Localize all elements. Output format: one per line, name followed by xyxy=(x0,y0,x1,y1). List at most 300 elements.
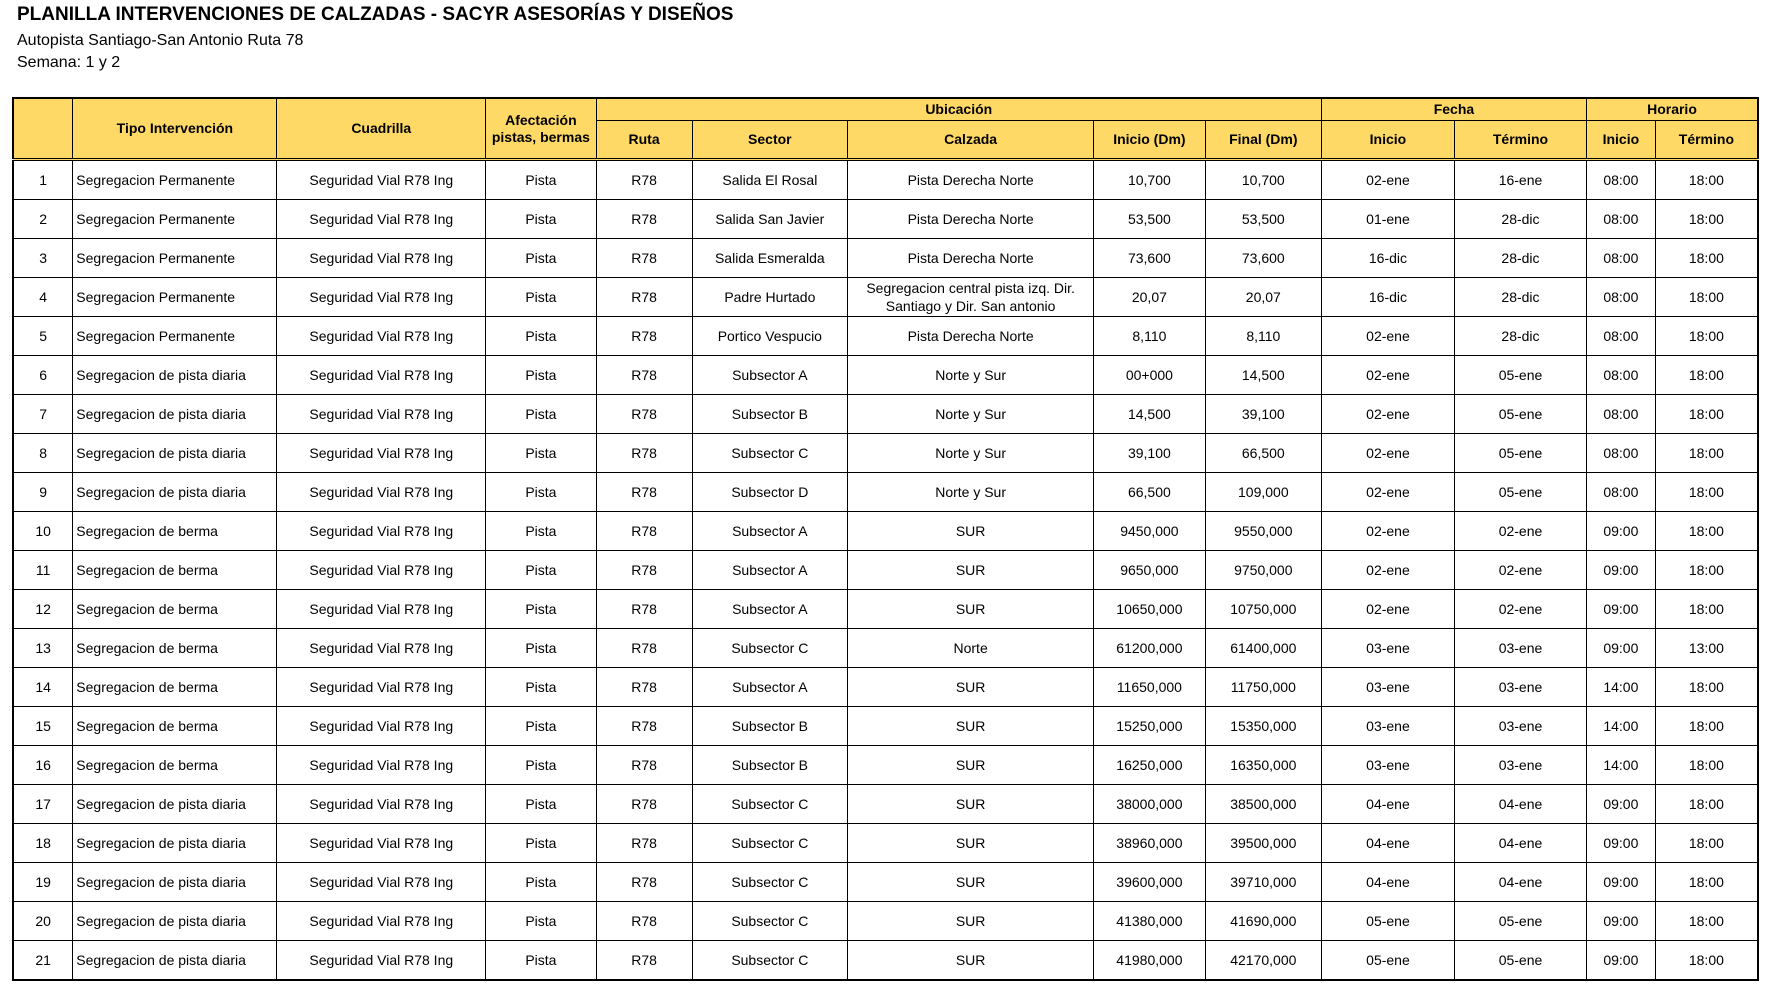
cell-ruta: R78 xyxy=(596,200,692,239)
cell-hora-termino: 18:00 xyxy=(1655,317,1758,356)
cell-afectacion: Pista xyxy=(486,356,597,395)
cell-ruta: R78 xyxy=(596,278,692,317)
header-hora-inicio: Inicio xyxy=(1586,121,1655,160)
cell-afectacion: Pista xyxy=(486,863,597,902)
cell-fecha-termino: 16-ene xyxy=(1455,160,1587,200)
row-number: 11 xyxy=(13,551,73,590)
header-inicio-dm: Inicio (Dm) xyxy=(1094,121,1206,160)
cell-afectacion: Pista xyxy=(486,160,597,200)
cell-ruta: R78 xyxy=(596,902,692,941)
table-row xyxy=(13,785,1758,824)
cell-final-dm: 39500,000 xyxy=(1205,824,1321,863)
cell-inicio-dm: 41380,000 xyxy=(1094,902,1206,941)
cell-hora-inicio: 08:00 xyxy=(1586,473,1655,512)
cell-tipo: Segregacion Permanente xyxy=(73,200,277,239)
row-number: 21 xyxy=(13,941,73,981)
cell-hora-inicio: 09:00 xyxy=(1586,551,1655,590)
cell-final-dm: 42170,000 xyxy=(1205,941,1321,981)
table-row xyxy=(13,824,1758,863)
cell-afectacion: Pista xyxy=(486,551,597,590)
cell-sector: Subsector D xyxy=(692,473,848,512)
cell-hora-termino: 18:00 xyxy=(1655,746,1758,785)
cell-tipo: Segregacion de berma xyxy=(73,590,277,629)
cell-hora-termino: 18:00 xyxy=(1655,512,1758,551)
cell-afectacion: Pista xyxy=(486,902,597,941)
row-number: 15 xyxy=(13,707,73,746)
cell-tipo: Segregacion de berma xyxy=(73,629,277,668)
cell-fecha-inicio: 02-ene xyxy=(1321,395,1454,434)
cell-afectacion: Pista xyxy=(486,473,597,512)
cell-sector: Subsector B xyxy=(692,707,848,746)
cell-fecha-termino: 03-ene xyxy=(1455,668,1587,707)
cell-final-dm: 66,500 xyxy=(1205,434,1321,473)
cell-fecha-inicio: 03-ene xyxy=(1321,668,1454,707)
cell-fecha-termino: 04-ene xyxy=(1455,785,1587,824)
cell-cuadrilla: Seguridad Vial R78 Ing xyxy=(277,200,486,239)
cell-cuadrilla: Seguridad Vial R78 Ing xyxy=(277,941,486,981)
cell-calzada: Norte y Sur xyxy=(848,395,1094,434)
table-row xyxy=(13,278,1758,317)
page-title: PLANILLA INTERVENCIONES DE CALZADAS - SACYR ASESORÍAS Y DISEÑOS xyxy=(17,4,734,25)
cell-hora-termino: 13:00 xyxy=(1655,629,1758,668)
table-row xyxy=(13,551,1758,590)
table-row xyxy=(13,668,1758,707)
cell-sector: Subsector C xyxy=(692,434,848,473)
cell-sector: Subsector C xyxy=(692,902,848,941)
cell-tipo: Segregacion de pista diaria xyxy=(73,395,277,434)
cell-hora-termino: 18:00 xyxy=(1655,160,1758,200)
table-row xyxy=(13,629,1758,668)
cell-ruta: R78 xyxy=(596,356,692,395)
cell-inicio-dm: 39600,000 xyxy=(1094,863,1206,902)
cell-calzada: Norte xyxy=(848,629,1094,668)
cell-tipo: Segregacion de pista diaria xyxy=(73,824,277,863)
cell-hora-inicio: 09:00 xyxy=(1586,629,1655,668)
cell-cuadrilla: Seguridad Vial R78 Ing xyxy=(277,395,486,434)
cell-afectacion: Pista xyxy=(486,941,597,981)
cell-inicio-dm: 10650,000 xyxy=(1094,590,1206,629)
cell-final-dm: 53,500 xyxy=(1205,200,1321,239)
cell-hora-inicio: 09:00 xyxy=(1586,785,1655,824)
table-row xyxy=(13,707,1758,746)
cell-fecha-inicio: 05-ene xyxy=(1321,902,1454,941)
cell-fecha-termino: 28-dic xyxy=(1455,317,1587,356)
cell-sector: Salida El Rosal xyxy=(692,160,848,200)
header-calzada: Calzada xyxy=(848,121,1094,160)
row-number: 17 xyxy=(13,785,73,824)
cell-fecha-inicio: 02-ene xyxy=(1321,551,1454,590)
cell-afectacion: Pista xyxy=(486,629,597,668)
cell-ruta: R78 xyxy=(596,668,692,707)
table-row xyxy=(13,200,1758,239)
cell-hora-inicio: 08:00 xyxy=(1586,317,1655,356)
cell-tipo: Segregacion Permanente xyxy=(73,239,277,278)
cell-inicio-dm: 61200,000 xyxy=(1094,629,1206,668)
cell-final-dm: 38500,000 xyxy=(1205,785,1321,824)
cell-hora-termino: 18:00 xyxy=(1655,824,1758,863)
cell-fecha-inicio: 02-ene xyxy=(1321,434,1454,473)
cell-afectacion: Pista xyxy=(486,707,597,746)
cell-cuadrilla: Seguridad Vial R78 Ing xyxy=(277,824,486,863)
cell-cuadrilla: Seguridad Vial R78 Ing xyxy=(277,278,486,317)
cell-cuadrilla: Seguridad Vial R78 Ing xyxy=(277,434,486,473)
cell-fecha-inicio: 04-ene xyxy=(1321,863,1454,902)
cell-cuadrilla: Seguridad Vial R78 Ing xyxy=(277,629,486,668)
cell-sector: Subsector C xyxy=(692,629,848,668)
cell-calzada: Pista Derecha Norte xyxy=(848,200,1094,239)
cell-calzada: SUR xyxy=(848,668,1094,707)
cell-fecha-termino: 05-ene xyxy=(1455,941,1587,981)
cell-ruta: R78 xyxy=(596,941,692,981)
cell-ruta: R78 xyxy=(596,590,692,629)
cell-calzada: SUR xyxy=(848,824,1094,863)
cell-hora-inicio: 08:00 xyxy=(1586,160,1655,200)
cell-tipo: Segregacion de pista diaria xyxy=(73,473,277,512)
cell-afectacion: Pista xyxy=(486,668,597,707)
cell-cuadrilla: Seguridad Vial R78 Ing xyxy=(277,512,486,551)
cell-cuadrilla: Seguridad Vial R78 Ing xyxy=(277,356,486,395)
table-row xyxy=(13,746,1758,785)
cell-calzada: SUR xyxy=(848,707,1094,746)
cell-fecha-termino: 02-ene xyxy=(1455,551,1587,590)
cell-fecha-termino: 04-ene xyxy=(1455,824,1587,863)
cell-tipo: Segregacion de berma xyxy=(73,551,277,590)
cell-calzada: SUR xyxy=(848,512,1094,551)
cell-inicio-dm: 66,500 xyxy=(1094,473,1206,512)
header-ruta: Ruta xyxy=(596,121,692,160)
cell-tipo: Segregacion de berma xyxy=(73,707,277,746)
cell-fecha-termino: 05-ene xyxy=(1455,356,1587,395)
cell-fecha-termino: 03-ene xyxy=(1455,629,1587,668)
cell-final-dm: 8,110 xyxy=(1205,317,1321,356)
cell-hora-termino: 18:00 xyxy=(1655,551,1758,590)
cell-fecha-inicio: 03-ene xyxy=(1321,746,1454,785)
header-afectacion: Afectación pistas, bermas xyxy=(486,98,597,160)
cell-fecha-inicio: 03-ene xyxy=(1321,629,1454,668)
table-row xyxy=(13,941,1758,981)
cell-sector: Portico Vespucio xyxy=(692,317,848,356)
cell-final-dm: 11750,000 xyxy=(1205,668,1321,707)
cell-hora-inicio: 09:00 xyxy=(1586,824,1655,863)
table-row xyxy=(13,902,1758,941)
table-body xyxy=(13,160,1758,981)
cell-inicio-dm: 53,500 xyxy=(1094,200,1206,239)
cell-final-dm: 61400,000 xyxy=(1205,629,1321,668)
cell-cuadrilla: Seguridad Vial R78 Ing xyxy=(277,160,486,200)
cell-fecha-termino: 28-dic xyxy=(1455,239,1587,278)
header-hora-termino: Término xyxy=(1655,121,1758,160)
cell-hora-termino: 18:00 xyxy=(1655,473,1758,512)
cell-tipo: Segregacion de berma xyxy=(73,512,277,551)
cell-inicio-dm: 14,500 xyxy=(1094,395,1206,434)
cell-calzada: SUR xyxy=(848,863,1094,902)
cell-calzada: SUR xyxy=(848,590,1094,629)
row-number: 8 xyxy=(13,434,73,473)
cell-inicio-dm: 11650,000 xyxy=(1094,668,1206,707)
cell-final-dm: 20,07 xyxy=(1205,278,1321,317)
cell-cuadrilla: Seguridad Vial R78 Ing xyxy=(277,239,486,278)
cell-fecha-termino: 02-ene xyxy=(1455,512,1587,551)
cell-sector: Subsector A xyxy=(692,551,848,590)
table-row xyxy=(13,356,1758,395)
cell-sector: Subsector B xyxy=(692,746,848,785)
table-row xyxy=(13,317,1758,356)
cell-final-dm: 73,600 xyxy=(1205,239,1321,278)
cell-hora-inicio: 08:00 xyxy=(1586,395,1655,434)
cell-final-dm: 109,000 xyxy=(1205,473,1321,512)
cell-fecha-termino: 28-dic xyxy=(1455,278,1587,317)
cell-final-dm: 41690,000 xyxy=(1205,902,1321,941)
cell-hora-termino: 18:00 xyxy=(1655,200,1758,239)
row-number: 20 xyxy=(13,902,73,941)
table-row xyxy=(13,863,1758,902)
cell-inicio-dm: 10,700 xyxy=(1094,160,1206,200)
cell-hora-termino: 18:00 xyxy=(1655,863,1758,902)
cell-hora-inicio: 09:00 xyxy=(1586,941,1655,981)
row-number: 7 xyxy=(13,395,73,434)
cell-hora-termino: 18:00 xyxy=(1655,902,1758,941)
cell-sector: Subsector C xyxy=(692,824,848,863)
cell-cuadrilla: Seguridad Vial R78 Ing xyxy=(277,551,486,590)
cell-fecha-inicio: 16-dic xyxy=(1321,278,1454,317)
cell-calzada: Pista Derecha Norte xyxy=(848,160,1094,200)
cell-inicio-dm: 9650,000 xyxy=(1094,551,1206,590)
cell-ruta: R78 xyxy=(596,239,692,278)
cell-inicio-dm: 73,600 xyxy=(1094,239,1206,278)
cell-tipo: Segregacion de pista diaria xyxy=(73,863,277,902)
cell-cuadrilla: Seguridad Vial R78 Ing xyxy=(277,317,486,356)
cell-tipo: Segregacion Permanente xyxy=(73,317,277,356)
cell-ruta: R78 xyxy=(596,707,692,746)
cell-hora-inicio: 14:00 xyxy=(1586,746,1655,785)
cell-final-dm: 39,100 xyxy=(1205,395,1321,434)
cell-ruta: R78 xyxy=(596,434,692,473)
cell-ruta: R78 xyxy=(596,160,692,200)
cell-afectacion: Pista xyxy=(486,824,597,863)
cell-afectacion: Pista xyxy=(486,278,597,317)
cell-calzada: Pista Derecha Norte xyxy=(848,317,1094,356)
cell-fecha-inicio: 04-ene xyxy=(1321,824,1454,863)
cell-cuadrilla: Seguridad Vial R78 Ing xyxy=(277,590,486,629)
cell-calzada: Pista Derecha Norte xyxy=(848,239,1094,278)
cell-fecha-termino: 04-ene xyxy=(1455,863,1587,902)
header-tipo: Tipo Intervención xyxy=(73,98,277,160)
cell-calzada: Norte y Sur xyxy=(848,356,1094,395)
cell-hora-inicio: 08:00 xyxy=(1586,356,1655,395)
cell-final-dm: 9750,000 xyxy=(1205,551,1321,590)
cell-fecha-termino: 28-dic xyxy=(1455,200,1587,239)
cell-calzada: SUR xyxy=(848,785,1094,824)
cell-afectacion: Pista xyxy=(486,434,597,473)
cell-calzada: SUR xyxy=(848,551,1094,590)
cell-hora-termino: 18:00 xyxy=(1655,239,1758,278)
cell-inicio-dm: 15250,000 xyxy=(1094,707,1206,746)
cell-fecha-termino: 05-ene xyxy=(1455,473,1587,512)
cell-fecha-inicio: 01-ene xyxy=(1321,200,1454,239)
cell-inicio-dm: 16250,000 xyxy=(1094,746,1206,785)
cell-sector: Subsector C xyxy=(692,785,848,824)
week-label: Semana: 1 y 2 xyxy=(17,54,121,71)
row-number: 1 xyxy=(13,160,73,200)
cell-sector: Subsector A xyxy=(692,356,848,395)
cell-hora-termino: 18:00 xyxy=(1655,590,1758,629)
table-row xyxy=(13,473,1758,512)
cell-calzada: SUR xyxy=(848,941,1094,981)
cell-ruta: R78 xyxy=(596,824,692,863)
cell-inicio-dm: 41980,000 xyxy=(1094,941,1206,981)
cell-ruta: R78 xyxy=(596,317,692,356)
cell-tipo: Segregacion de pista diaria xyxy=(73,941,277,981)
row-number: 12 xyxy=(13,590,73,629)
cell-fecha-inicio: 02-ene xyxy=(1321,473,1454,512)
cell-fecha-termino: 05-ene xyxy=(1455,434,1587,473)
cell-tipo: Segregacion Permanente xyxy=(73,278,277,317)
cell-inicio-dm: 8,110 xyxy=(1094,317,1206,356)
header-ubicacion: Ubicación xyxy=(596,98,1321,121)
cell-sector: Padre Hurtado xyxy=(692,278,848,317)
cell-fecha-termino: 03-ene xyxy=(1455,746,1587,785)
cell-sector: Salida San Javier xyxy=(692,200,848,239)
cell-hora-termino: 18:00 xyxy=(1655,707,1758,746)
table-row xyxy=(13,434,1758,473)
header-fecha-inicio: Inicio xyxy=(1321,121,1454,160)
cell-inicio-dm: 38000,000 xyxy=(1094,785,1206,824)
cell-sector: Subsector C xyxy=(692,863,848,902)
cell-hora-inicio: 08:00 xyxy=(1586,278,1655,317)
cell-cuadrilla: Seguridad Vial R78 Ing xyxy=(277,746,486,785)
cell-hora-inicio: 09:00 xyxy=(1586,902,1655,941)
cell-calzada: SUR xyxy=(848,746,1094,785)
cell-final-dm: 14,500 xyxy=(1205,356,1321,395)
cell-afectacion: Pista xyxy=(486,746,597,785)
cell-fecha-inicio: 05-ene xyxy=(1321,941,1454,981)
cell-ruta: R78 xyxy=(596,785,692,824)
cell-sector: Subsector C xyxy=(692,941,848,981)
row-number: 2 xyxy=(13,200,73,239)
row-number: 4 xyxy=(13,278,73,317)
cell-tipo: Segregacion Permanente xyxy=(73,160,277,200)
cell-afectacion: Pista xyxy=(486,785,597,824)
cell-fecha-inicio: 04-ene xyxy=(1321,785,1454,824)
cell-inicio-dm: 38960,000 xyxy=(1094,824,1206,863)
header-cuadrilla: Cuadrilla xyxy=(277,98,486,160)
header-fecha: Fecha xyxy=(1321,98,1586,121)
cell-afectacion: Pista xyxy=(486,395,597,434)
cell-cuadrilla: Seguridad Vial R78 Ing xyxy=(277,473,486,512)
cell-fecha-inicio: 02-ene xyxy=(1321,512,1454,551)
interventions-table xyxy=(12,97,1759,981)
header-index xyxy=(13,98,73,160)
cell-ruta: R78 xyxy=(596,512,692,551)
cell-afectacion: Pista xyxy=(486,590,597,629)
cell-sector: Subsector B xyxy=(692,395,848,434)
header-horario: Horario xyxy=(1586,98,1758,121)
cell-afectacion: Pista xyxy=(486,239,597,278)
cell-ruta: R78 xyxy=(596,473,692,512)
cell-hora-termino: 18:00 xyxy=(1655,941,1758,981)
row-number: 6 xyxy=(13,356,73,395)
cell-hora-inicio: 09:00 xyxy=(1586,863,1655,902)
cell-tipo: Segregacion de berma xyxy=(73,746,277,785)
table-row xyxy=(13,395,1758,434)
row-number: 9 xyxy=(13,473,73,512)
cell-fecha-inicio: 16-dic xyxy=(1321,239,1454,278)
cell-final-dm: 10750,000 xyxy=(1205,590,1321,629)
cell-tipo: Segregacion de berma xyxy=(73,668,277,707)
cell-tipo: Segregacion de pista diaria xyxy=(73,902,277,941)
cell-cuadrilla: Seguridad Vial R78 Ing xyxy=(277,668,486,707)
cell-final-dm: 39710,000 xyxy=(1205,863,1321,902)
cell-final-dm: 9550,000 xyxy=(1205,512,1321,551)
cell-sector: Subsector A xyxy=(692,668,848,707)
cell-hora-inicio: 08:00 xyxy=(1586,434,1655,473)
page-subtitle: Autopista Santiago-San Antonio Ruta 78 xyxy=(17,32,304,49)
cell-afectacion: Pista xyxy=(486,512,597,551)
cell-hora-termino: 18:00 xyxy=(1655,395,1758,434)
cell-final-dm: 10,700 xyxy=(1205,160,1321,200)
table-row xyxy=(13,590,1758,629)
cell-inicio-dm: 9450,000 xyxy=(1094,512,1206,551)
cell-fecha-inicio: 02-ene xyxy=(1321,590,1454,629)
cell-cuadrilla: Seguridad Vial R78 Ing xyxy=(277,902,486,941)
table-header xyxy=(13,98,1758,160)
row-number: 3 xyxy=(13,239,73,278)
cell-calzada: Norte y Sur xyxy=(848,473,1094,512)
table-row xyxy=(13,512,1758,551)
cell-hora-inicio: 08:00 xyxy=(1586,200,1655,239)
cell-ruta: R78 xyxy=(596,395,692,434)
cell-hora-termino: 18:00 xyxy=(1655,434,1758,473)
cell-fecha-termino: 03-ene xyxy=(1455,707,1587,746)
cell-tipo: Segregacion de pista diaria xyxy=(73,356,277,395)
cell-ruta: R78 xyxy=(596,746,692,785)
cell-ruta: R78 xyxy=(596,629,692,668)
row-number: 16 xyxy=(13,746,73,785)
cell-hora-inicio: 14:00 xyxy=(1586,707,1655,746)
cell-sector: Subsector A xyxy=(692,512,848,551)
row-number: 19 xyxy=(13,863,73,902)
row-number: 5 xyxy=(13,317,73,356)
cell-calzada: Norte y Sur xyxy=(848,434,1094,473)
row-number: 14 xyxy=(13,668,73,707)
cell-cuadrilla: Seguridad Vial R78 Ing xyxy=(277,707,486,746)
cell-hora-termino: 18:00 xyxy=(1655,668,1758,707)
cell-inicio-dm: 39,100 xyxy=(1094,434,1206,473)
cell-inicio-dm: 20,07 xyxy=(1094,278,1206,317)
table-row xyxy=(13,239,1758,278)
cell-fecha-termino: 02-ene xyxy=(1455,590,1587,629)
cell-calzada: Segregacion central pista izq. Dir. Santiago y Dir. San antonio xyxy=(848,278,1094,317)
header-sector: Sector xyxy=(692,121,848,160)
cell-hora-inicio: 09:00 xyxy=(1586,590,1655,629)
cell-tipo: Segregacion de pista diaria xyxy=(73,785,277,824)
cell-fecha-inicio: 03-ene xyxy=(1321,707,1454,746)
cell-hora-inicio: 14:00 xyxy=(1586,668,1655,707)
cell-hora-inicio: 09:00 xyxy=(1586,512,1655,551)
cell-sector: Subsector A xyxy=(692,590,848,629)
cell-fecha-termino: 05-ene xyxy=(1455,902,1587,941)
cell-cuadrilla: Seguridad Vial R78 Ing xyxy=(277,785,486,824)
cell-cuadrilla: Seguridad Vial R78 Ing xyxy=(277,863,486,902)
cell-fecha-inicio: 02-ene xyxy=(1321,317,1454,356)
cell-tipo: Segregacion de pista diaria xyxy=(73,434,277,473)
cell-ruta: R78 xyxy=(596,863,692,902)
cell-hora-termino: 18:00 xyxy=(1655,785,1758,824)
cell-sector: Salida Esmeralda xyxy=(692,239,848,278)
row-number: 10 xyxy=(13,512,73,551)
cell-fecha-inicio: 02-ene xyxy=(1321,356,1454,395)
cell-fecha-termino: 05-ene xyxy=(1455,395,1587,434)
